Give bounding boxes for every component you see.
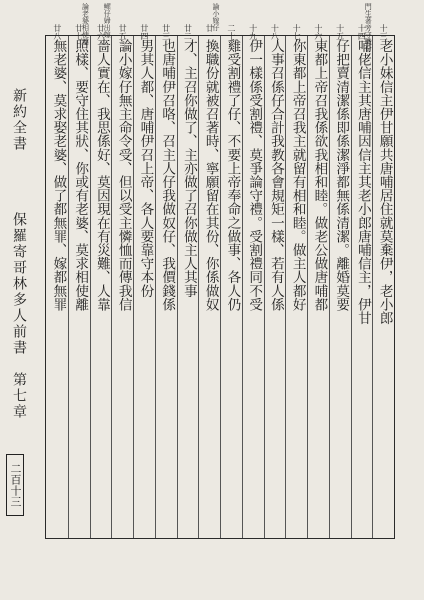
verse-number: 十九 <box>248 24 258 40</box>
verse-number: 廿二 <box>183 24 193 40</box>
column-rule <box>242 36 243 538</box>
text-column: 嗇人實在、我思係好、莫因現在有災難、人靠 <box>93 39 110 311</box>
text-column: 男其人都、唐哺伊召上帝、各人要靠守本份 <box>137 39 154 298</box>
verse-number: 廿三 <box>161 24 171 40</box>
page-sidebar <box>0 0 42 600</box>
verse-number: 廿一 <box>205 24 215 40</box>
column-rule <box>351 36 352 538</box>
column-rule <box>90 36 91 538</box>
column-rule <box>220 36 221 538</box>
text-column: 論小嫁仔無主命令受、但以受主憐恤而傳我信 <box>115 39 132 311</box>
verse-number: 十五 <box>335 24 345 40</box>
column-rule <box>307 36 308 538</box>
text-column: 也唐哺伊召咯、召主人仔我做奴仔、我價錢係 <box>159 39 176 311</box>
verse-number: 廿八 <box>52 24 62 40</box>
column-rule <box>68 36 69 538</box>
text-column: 老小妹信主伊甘願共唐哺居住就莫棄伊，老小郎 <box>376 39 393 325</box>
verse-number: 廿四 <box>139 24 149 40</box>
verse-number: 二十 <box>226 24 236 40</box>
margin-note: 門生著旁守職份 <box>364 3 373 52</box>
verse-number: 十四 <box>357 24 367 40</box>
column-rule <box>329 36 330 538</box>
page-number: 二百十三 <box>6 454 24 516</box>
book-title: 新約全書 <box>11 88 27 152</box>
text-frame <box>45 3 395 539</box>
column-rule <box>198 36 199 538</box>
column-rule <box>177 36 178 538</box>
epistle-title: 保羅寄哥林多人前書 <box>11 212 27 356</box>
text-column: 無老婆、莫求娶老婆、做了都無罪、嫁都無罪 <box>50 39 67 311</box>
margin-note: 論小嫁仔 <box>212 3 220 31</box>
text-column: 東都上帝召我係欲我相和睦。做老公做唐哺都 <box>311 39 328 311</box>
column-rule <box>285 36 286 538</box>
verse-number: 廿六 <box>96 24 106 40</box>
verse-number: 廿五 <box>118 24 128 40</box>
column-rule <box>155 36 156 538</box>
verse-number: 廿七 <box>74 24 84 40</box>
column-rule <box>133 36 134 538</box>
verse-number: 十八 <box>270 24 280 40</box>
text-column: 你東都上帝召我主就留有相和睦。做主人都好 <box>289 39 306 311</box>
text-column: 雞受割禮了仔、不要上帝奉命之做事、各人仍 <box>224 39 241 311</box>
column-rule <box>264 36 265 538</box>
verse-number: 十七 <box>292 24 302 40</box>
margin-note: 鳏仔婦出嫁 <box>103 3 112 38</box>
text-column: 換職份就被召著時、寧願留在其份、你係做奴 <box>202 39 219 311</box>
text-column: 伊一樣係受割禮、莫爭論守禮。受割禮同不受 <box>246 39 263 311</box>
column-rule <box>111 36 112 538</box>
text-column: 哺佬信主其唐哺因信主其老小郎唐哺信主，伊甘 <box>354 39 371 325</box>
verse-number: 十六 <box>313 24 323 40</box>
text-column: 才、主召你做了、主亦做了召你做主人其事 <box>180 39 197 298</box>
text-column: 照樣、要守住其狀、你或有老婆、莫求相使離 <box>72 39 89 311</box>
column-rule <box>372 36 373 538</box>
margin-note: 論老婆相使離 <box>81 3 90 45</box>
verse-number: 十三 <box>379 24 389 40</box>
chapter-label: 第七章 <box>11 372 27 420</box>
text-column: 人事召係仔合計我教各會規矩一樣、若有人係 <box>267 39 284 311</box>
text-column: 仔把賣清潔係即係潔淨都無係清潔。離婚莫要 <box>333 39 350 311</box>
